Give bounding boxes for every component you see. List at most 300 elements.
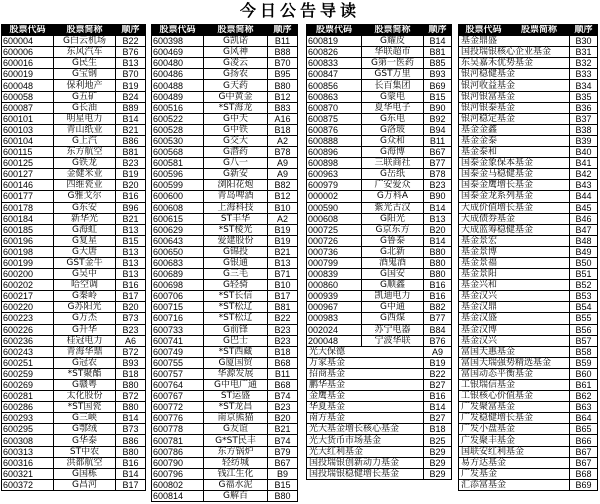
stock-name-cell: 保利地产: [54, 80, 116, 91]
stock-name-cell: 青海华鼎: [54, 346, 116, 357]
stock-code-cell: 600683: [152, 257, 204, 268]
stock-name-cell: G*ST民丰: [204, 435, 268, 446]
table-row: [152, 69, 298, 80]
order-cell: B15: [424, 91, 452, 102]
table-row: [2, 80, 146, 91]
stock-code-cell: 600236: [2, 335, 54, 346]
order-cell: A2: [268, 135, 298, 146]
table-row: [307, 313, 452, 324]
stock-code-cell: 600764: [152, 380, 204, 391]
order-cell: B13: [116, 246, 146, 257]
order-cell: B43: [570, 180, 598, 191]
stock-code-cell: 600202: [2, 280, 54, 291]
order-cell: B23: [268, 402, 298, 413]
order-cell: B22: [116, 36, 146, 47]
order-cell: B67: [268, 457, 298, 468]
order-cell: B51: [570, 269, 598, 280]
fund-name-cell: 国投瑞银核心企业基金: [459, 47, 570, 58]
table-row: [459, 235, 598, 246]
order-cell: B94: [424, 124, 452, 135]
stock-name-cell: 东方航空: [54, 147, 116, 158]
table-row: [152, 47, 298, 58]
table-row: [459, 180, 598, 191]
table-row: [2, 280, 146, 291]
order-cell: B73: [116, 424, 146, 435]
table-row: [152, 58, 298, 69]
order-cell: B14: [116, 113, 146, 124]
order-cell: B13: [116, 269, 146, 280]
order-cell: B40: [570, 147, 598, 158]
stock-name-cell: *ST海龙: [204, 102, 268, 113]
table-row: [152, 291, 298, 302]
order-cell: B62: [570, 391, 598, 402]
order-cell: B16: [116, 280, 146, 291]
stock-name-cell: G顺鑫: [362, 280, 424, 291]
order-cell: B13: [268, 257, 298, 268]
order-cell: B74: [268, 391, 298, 402]
order-cell: B14: [424, 202, 452, 213]
stock-code-cell: 002024: [307, 324, 362, 335]
fund-name-cell: 招商基金: [307, 368, 424, 379]
stock-name-cell: G国安: [362, 269, 424, 280]
stock-name-cell: G银通: [204, 257, 268, 268]
stock-name-cell: G前锋: [204, 324, 268, 335]
stock-name-cell: 青岛啤酒: [204, 191, 268, 202]
stock-name-cell: 东方锅炉: [204, 446, 268, 457]
stock-code-cell: 600898: [307, 158, 362, 169]
fund-name-cell: 金鹰基金: [307, 391, 424, 402]
order-cell: B71: [268, 269, 298, 280]
stock-code-cell: 600286: [2, 402, 54, 413]
stock-code-cell: 600528: [152, 124, 204, 135]
table-row: [2, 124, 146, 135]
table-row: [2, 224, 146, 235]
table-row: [2, 291, 146, 302]
stock-name-cell: G万杰: [54, 313, 116, 324]
table-row: [2, 446, 146, 457]
stock-name-cell: G鄂绒: [54, 424, 116, 435]
table-row: [2, 402, 146, 413]
stock-name-cell: 明星电力: [54, 113, 116, 124]
table-row: [307, 191, 452, 202]
table-row: [307, 169, 452, 180]
stock-name-cell: G国栋: [54, 468, 116, 479]
header-order: 顺序: [116, 25, 146, 36]
fund-name-cell: 基金景阳: [459, 269, 570, 280]
stock-code-cell: 600863: [307, 91, 362, 102]
table-row: [2, 391, 146, 402]
stock-name-cell: 长百集团: [362, 80, 424, 91]
order-cell: B32: [570, 58, 598, 69]
stock-code-cell: 600819: [307, 36, 362, 47]
table-row: [2, 357, 146, 368]
stock-name-cell: *ST棱光: [204, 224, 268, 235]
order-cell: B53: [570, 291, 598, 302]
fund-name-cell: 银河收益基金: [459, 80, 570, 91]
stock-code-cell: 600650: [152, 246, 204, 257]
order-cell: B80: [268, 490, 298, 501]
table-row: [459, 191, 598, 202]
stock-code-cell: 600198: [2, 246, 54, 257]
stock-code-cell: 600790: [152, 457, 204, 468]
table-row: [152, 324, 298, 335]
fund-name-cell: 基金汉盛: [459, 313, 570, 324]
order-cell: B19: [116, 80, 146, 91]
fund-name-cell: 工银瑞信基金: [459, 380, 570, 391]
order-cell: B54: [570, 302, 598, 313]
order-cell: B64: [570, 413, 598, 424]
table-row: [459, 102, 598, 113]
stock-code-cell: 600716: [152, 313, 204, 324]
stock-name-cell: G洛玻: [362, 124, 424, 135]
order-cell: B78: [268, 147, 298, 158]
fund-name-cell: 国泰金象保本基金: [459, 158, 570, 169]
stock-code-cell: 000002: [307, 191, 362, 202]
stock-code-cell: 600522: [152, 113, 204, 124]
order-cell: B23: [268, 335, 298, 346]
stock-name-cell: G风神: [204, 47, 268, 58]
table-row: [307, 135, 452, 146]
table-header-row: [307, 25, 452, 36]
fund-name-cell: 基金景博: [459, 246, 570, 257]
stock-name-cell: G西煤: [362, 313, 424, 324]
stock-name-cell: G中天: [204, 113, 268, 124]
fund-name-cell: 银河银泰基金: [459, 102, 570, 113]
stock-name-cell: G秦岭: [54, 291, 116, 302]
stock-code-cell: 600733: [152, 324, 204, 335]
order-cell: B19: [116, 169, 146, 180]
order-cell: B37: [570, 113, 598, 124]
order-cell: B14: [424, 235, 452, 246]
fund-name-cell: 基金金鑫: [459, 124, 570, 135]
order-cell: B33: [570, 69, 598, 80]
order-cell: B89: [116, 102, 146, 113]
order-cell: B22: [268, 313, 298, 324]
stock-code-cell: 600689: [152, 269, 204, 280]
stock-name-cell: G解百: [204, 490, 268, 501]
table-row: [152, 246, 298, 257]
header-name: 股票简称: [204, 25, 268, 36]
table-row: [2, 269, 146, 280]
table-row: [2, 58, 146, 69]
order-cell: B24: [116, 91, 146, 102]
stock-name-cell: 夏华电子: [362, 102, 424, 113]
order-cell: B80: [116, 446, 146, 457]
order-cell: B73: [116, 313, 146, 324]
table-row: [2, 457, 146, 468]
stock-name-cell: G轻骑: [204, 280, 268, 291]
stock-name-cell: 三联商社: [362, 158, 424, 169]
stock-name-cell: *ST聚酯: [54, 368, 116, 379]
stock-code-cell: 600596: [152, 169, 204, 180]
table-row: [152, 424, 298, 435]
order-cell: B15: [116, 235, 146, 246]
order-cell: B27: [424, 413, 452, 424]
stock-name-cell: 钱江生化: [204, 468, 268, 479]
stock-name-cell: 华源发展: [204, 368, 268, 379]
order-cell: B93: [116, 357, 146, 368]
table-row: [307, 180, 452, 191]
table-row: [459, 58, 598, 69]
table-row: [307, 380, 452, 391]
stock-code-cell: 600814: [152, 490, 204, 501]
stock-code-cell: 600006: [2, 47, 54, 58]
stock-name-cell: G宝钢: [54, 69, 116, 80]
stock-name-cell: G八一: [204, 158, 268, 169]
table-row: [459, 435, 598, 446]
order-cell: B13: [116, 257, 146, 268]
table-row: [459, 302, 598, 313]
stock-code-cell: 600979: [307, 180, 362, 191]
stock-code-cell: 600847: [307, 69, 362, 80]
order-cell: B77: [424, 158, 452, 169]
fund-name-cell: 广发基金: [459, 468, 570, 479]
order-cell: B19: [268, 235, 298, 246]
stock-code-cell: 600185: [2, 224, 54, 235]
table-row: [459, 47, 598, 58]
table-panel-3: [306, 24, 452, 480]
order-cell: B82: [268, 180, 298, 191]
stock-name-cell: ST中农: [54, 446, 116, 457]
order-cell: B86: [116, 135, 146, 146]
table-row: [152, 468, 298, 479]
table-panel-1: [1, 24, 146, 491]
order-cell: B80: [116, 380, 146, 391]
order-cell: B76: [424, 335, 452, 346]
stock-name-cell: G鲁泰: [362, 235, 424, 246]
table-row: [152, 224, 298, 235]
order-cell: B16: [424, 391, 452, 402]
table-row: [459, 446, 598, 457]
order-cell: B61: [570, 380, 598, 391]
table-row: [459, 368, 598, 379]
fund-name-cell: 光大红利基金: [307, 446, 424, 457]
fund-name-cell: 国投瑞银创新动力基金: [307, 457, 424, 468]
stock-code-cell: 600772: [152, 402, 204, 413]
table-row: [152, 147, 298, 158]
table-row: [307, 302, 452, 313]
stock-code-cell: 600875: [307, 113, 362, 124]
order-cell: B80: [268, 80, 298, 91]
order-cell: B41: [570, 158, 598, 169]
order-cell: B23: [424, 180, 452, 191]
stock-name-cell: G民生: [54, 58, 116, 69]
table-header-row: [459, 25, 598, 36]
stock-code-cell: 200048: [307, 335, 362, 346]
table-row: [152, 391, 298, 402]
table-row: [2, 335, 146, 346]
order-cell: B72: [116, 346, 146, 357]
stock-code-cell: 600755: [152, 357, 204, 368]
stock-name-cell: G海虹: [54, 224, 116, 235]
table-row: [307, 424, 452, 435]
order-cell: B68: [268, 380, 298, 391]
table-row: [2, 435, 146, 446]
stock-code-cell: 600488: [152, 80, 204, 91]
stock-name-cell: G大唐: [54, 246, 116, 257]
fund-name-cell: 富国动态平衡基金: [459, 368, 570, 379]
fund-name-cell: 光大保德: [307, 346, 424, 357]
stock-code-cell: 600223: [2, 313, 54, 324]
order-cell: B92: [424, 113, 452, 124]
stock-code-cell: 600259: [2, 368, 54, 379]
stock-name-cell: 凯迪电力: [362, 291, 424, 302]
stock-code-cell: 600178: [2, 202, 54, 213]
table-row: [152, 346, 298, 357]
order-cell: B14: [116, 468, 146, 479]
order-cell: B80: [424, 246, 452, 257]
stock-code-cell: 600581: [152, 158, 204, 169]
stock-name-cell: ST运盛: [204, 391, 268, 402]
order-cell: B13: [116, 224, 146, 235]
stock-code-cell: 600706: [152, 291, 204, 302]
order-cell: B21: [116, 213, 146, 224]
stock-name-cell: 桂冠电力: [54, 335, 116, 346]
table-row: [152, 479, 298, 490]
table-row: [459, 246, 598, 257]
stock-code-cell: 600016: [2, 58, 54, 69]
table-panel-4: [458, 24, 598, 491]
table-row: [152, 413, 298, 424]
order-cell: B95: [268, 69, 298, 80]
table-row: [459, 324, 598, 335]
fund-name-cell: 大成价值增长基金: [459, 202, 570, 213]
stock-name-cell: G巴士: [204, 335, 268, 346]
stock-code-cell: 600802: [152, 479, 204, 490]
table-row: [307, 124, 452, 135]
stock-name-cell: G五矿: [54, 91, 116, 102]
stock-code-cell: 000725: [307, 224, 362, 235]
stock-code-cell: 600101: [2, 113, 54, 124]
stock-code-cell: 600615: [152, 213, 204, 224]
table-row: [152, 402, 298, 413]
stock-name-cell: 华联超市: [362, 47, 424, 58]
table-row: [152, 36, 298, 47]
stock-code-cell: 600200: [2, 269, 54, 280]
table-row: [459, 413, 598, 424]
stock-name-cell: G厦国贸: [204, 357, 268, 368]
table-row: [152, 357, 298, 368]
table-row: [459, 147, 598, 158]
order-cell: B50: [570, 257, 598, 268]
order-cell: B79: [268, 446, 298, 457]
table-row: [152, 169, 298, 180]
order-cell: B90: [424, 102, 452, 113]
stock-name-cell: 上海科技: [204, 202, 268, 213]
stock-code-cell: 600757: [152, 368, 204, 379]
stock-name-cell: G东电: [362, 113, 424, 124]
table-row: [152, 457, 298, 468]
announcement-table: [458, 24, 598, 491]
stock-code-cell: 600146: [2, 180, 54, 191]
order-cell: B67: [424, 147, 452, 158]
stock-name-cell: 青山纸业: [54, 124, 116, 135]
table-row: [307, 235, 452, 246]
order-cell: B19: [268, 224, 298, 235]
table-row: [2, 479, 146, 490]
table-row: [152, 80, 298, 91]
stock-code-cell: 000839: [307, 269, 362, 280]
table-row: [152, 191, 298, 202]
table-row: [2, 135, 146, 146]
stock-name-cell: 东风汽车: [54, 47, 116, 58]
fund-name-cell: 富国天瑞强势精选基金: [459, 357, 570, 368]
order-cell: B80: [116, 402, 146, 413]
order-cell: B30: [570, 36, 598, 47]
stock-code-cell: 000860: [307, 280, 362, 291]
stock-code-cell: 600293: [2, 413, 54, 424]
stock-name-cell: *ST国瓷: [54, 402, 116, 413]
stock-code-cell: 600826: [307, 47, 362, 58]
stock-name-cell: *ST西藏: [204, 346, 268, 357]
table-row: [307, 202, 452, 213]
stock-code-cell: 600888: [307, 135, 362, 146]
order-cell: B39: [570, 135, 598, 146]
order-cell: B42: [570, 169, 598, 180]
stock-name-cell: G赣粤: [54, 380, 116, 391]
order-cell: B77: [424, 313, 452, 324]
table-row: [2, 113, 146, 124]
order-cell: B59: [570, 357, 598, 368]
table-row: [459, 135, 598, 146]
stock-code-cell: 600281: [2, 391, 54, 402]
stock-code-cell: 600295: [2, 424, 54, 435]
table-row: [2, 368, 146, 379]
order-cell: B18: [424, 424, 452, 435]
stock-code-cell: 600516: [152, 102, 204, 113]
table-row: [459, 124, 598, 135]
table-row: [2, 468, 146, 479]
stock-name-cell: *ST长信: [204, 291, 268, 302]
table-row: [459, 257, 598, 268]
order-cell: B27: [424, 380, 452, 391]
order-cell: B84: [424, 324, 452, 335]
fund-name-cell: 基金景福: [459, 257, 570, 268]
fund-name-cell: 南方基金: [307, 413, 424, 424]
table-row: [459, 391, 598, 402]
fund-name-cell: 基金金泰: [459, 135, 570, 146]
stock-code-cell: 600856: [307, 80, 362, 91]
fund-name-cell: 银河稳定基金: [459, 113, 570, 124]
order-cell: B69: [424, 80, 452, 91]
fund-name-cell: 鹏华基金: [307, 380, 424, 391]
table-row: [152, 335, 298, 346]
order-cell: B14: [424, 402, 452, 413]
order-cell: B78: [424, 169, 452, 180]
fund-name-cell: 东吴嘉禾优势基金: [459, 58, 570, 69]
stock-code-cell: 000983: [307, 313, 362, 324]
stock-name-cell: G京东方: [362, 224, 424, 235]
stock-code-cell: 600184: [2, 213, 54, 224]
table-panel-2: [151, 24, 298, 502]
stock-code-cell: 600398: [152, 36, 204, 47]
stock-name-cell: 太化股份: [54, 391, 116, 402]
table-row: [152, 113, 298, 124]
order-cell: B15: [268, 479, 298, 490]
order-cell: A16: [268, 113, 298, 124]
table-row: [459, 224, 598, 235]
stock-name-cell: *ST松辽: [204, 313, 268, 324]
order-cell: B60: [570, 368, 598, 379]
order-cell: B29: [424, 457, 452, 468]
order-cell: B29: [424, 468, 452, 479]
order-cell: B21: [116, 124, 146, 135]
table-row: [307, 391, 452, 402]
table-row: [152, 313, 298, 324]
stock-name-cell: 广安爱众: [362, 180, 424, 191]
stock-code-cell: 600316: [2, 457, 54, 468]
order-cell: B80: [424, 269, 452, 280]
